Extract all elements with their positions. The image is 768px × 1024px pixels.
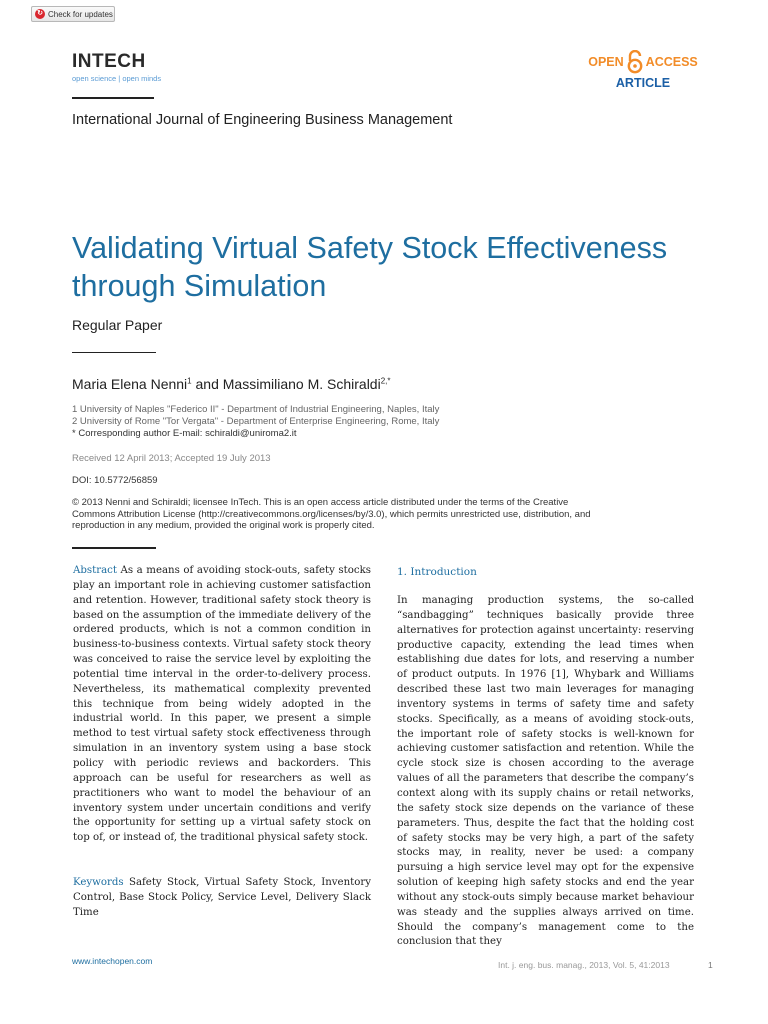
check-for-updates-label: Check for updates [48, 9, 113, 19]
author-list [72, 376, 391, 392]
author-conjunction: and [191, 376, 223, 392]
paper-type: Regular Paper [72, 317, 163, 333]
citation-footer: Int. j. eng. bus. manag., 2013, Vol. 5, 41:2013 [498, 960, 670, 970]
page-number: 1 [708, 960, 713, 970]
logo-wordmark: INTECH [72, 51, 146, 72]
doi: DOI: 10.5772/56859 [72, 475, 158, 486]
check-for-updates-button[interactable] [31, 6, 115, 22]
abstract [73, 564, 371, 846]
logo-tagline: open science | open minds [72, 74, 162, 83]
section-heading-introduction: 1. Introduction [397, 566, 477, 578]
open-access-right: ACCESS [645, 55, 698, 69]
affiliation-1: 1 University of Naples "Federico II" - Department of Industrial Engineering, Naples, Italy [72, 404, 440, 415]
introduction-text: In managing production systems, the so-called “sandbagging” techniques basically provide three alternatives for protection against uncertainty: reserving productive capacity, extending the lead times when establishing due dates for lots, and reserving a number of product outputs. In 1976 [1], Whybark and Williams described these last two main leverages for managing inventory systems in terms of safety time and safety stocks. Specifically, as a means of avoiding stock-outs, the important role of safety stocks is well-known for achieving customer satisfaction and retention. While the cycle stock size is chosen according to the average values of all the parameters that describe the company’s context along with its supply chains or retail networks, the safety stock size depends on the variance of these parameters. Thus, despite the fact that the holding cost of safety stocks may be very high, a part of the safety stocks may, in reality, never be used: a company pursuing a high service level may opt for the expensive solution of keeping high safety stocks and end the year without any stock-outs simply because market behaviour was steady and the supplies always arrived on time. Should the company’s management come to the conclusion that they [397, 595, 694, 948]
open-lock-icon [626, 50, 644, 74]
abstract-label: Abstract [73, 565, 117, 576]
author-1: Maria Elena Nenni [72, 376, 188, 392]
received-dates: Received 12 April 2013; Accepted 19 July 2013 [72, 453, 271, 464]
abstract-divider [72, 547, 156, 549]
publisher-logo [72, 52, 161, 83]
open-access-left: OPEN [588, 55, 624, 69]
keywords-text: Safety Stock, Virtual Safety Stock, Inventory Control, Base Stock Policy, Service Level, Delivery Slack Time [73, 877, 371, 918]
author-2: Massimiliano M. Schiraldi [222, 376, 381, 392]
publisher-url-link[interactable]: www.intechopen.com [72, 956, 153, 966]
author-1-affiliation: 1 [187, 376, 192, 386]
copyright-notice: © 2013 Nenni and Schiraldi; licensee InTech. This is an open access article distributed under the terms of the Creative Commons Attribution License (http://creativecommons.org/licenses/by/3.0), which permits unrestricted use, distribution, and reproduction in any medium, provided the original work is properly cited. [72, 497, 591, 531]
title-divider [72, 352, 156, 353]
article-label: ARTICLE [615, 76, 671, 90]
author-2-affiliation: 2,* [380, 376, 391, 386]
corresponding-author: * Corresponding author E-mail: schiraldi@uniroma2.it [72, 428, 297, 439]
logo-divider [72, 97, 154, 99]
keywords [73, 876, 371, 921]
journal-name: International Journal of Engineering Business Management [72, 112, 453, 128]
abstract-text: As a means of avoiding stock-outs, safety stocks play an important role in achieving customer satisfaction and retention. However, traditional safety stock theory is based on the assumption of the immediate delivery of the ordered products, which is not a common condition in business-to-business contexts. Virtual safety stock theory was conceived to raise the service level by exploiting the potential time interval in the order-to-delivery process. Nevertheless, its mathematical complexity prevented this technique from being widely adopted in the industrial world. In this paper, we present a simple method to test virtual safety stock effectiveness through simulation in an inventory system using a base stock policy with periodic reviews and backorders. This approach can be useful for researchers as well as practitioners who want to model the behaviour of an inventory system under uncertain conditions and verify the opportunity for setting up a virtual safety stock on top of, or instead of, the traditional physical safety stock. [73, 565, 371, 844]
affiliations [72, 404, 632, 440]
open-access-badge [583, 50, 703, 90]
affiliation-2: 2 University of Rome "Tor Vergata" - Department of Enterprise Engineering, Rome, Italy [72, 416, 440, 427]
update-icon: ↻ [35, 9, 45, 19]
paper-title: Validating Virtual Safety Stock Effectiveness through Simulation [72, 231, 668, 303]
keywords-label: Keywords [73, 877, 124, 888]
